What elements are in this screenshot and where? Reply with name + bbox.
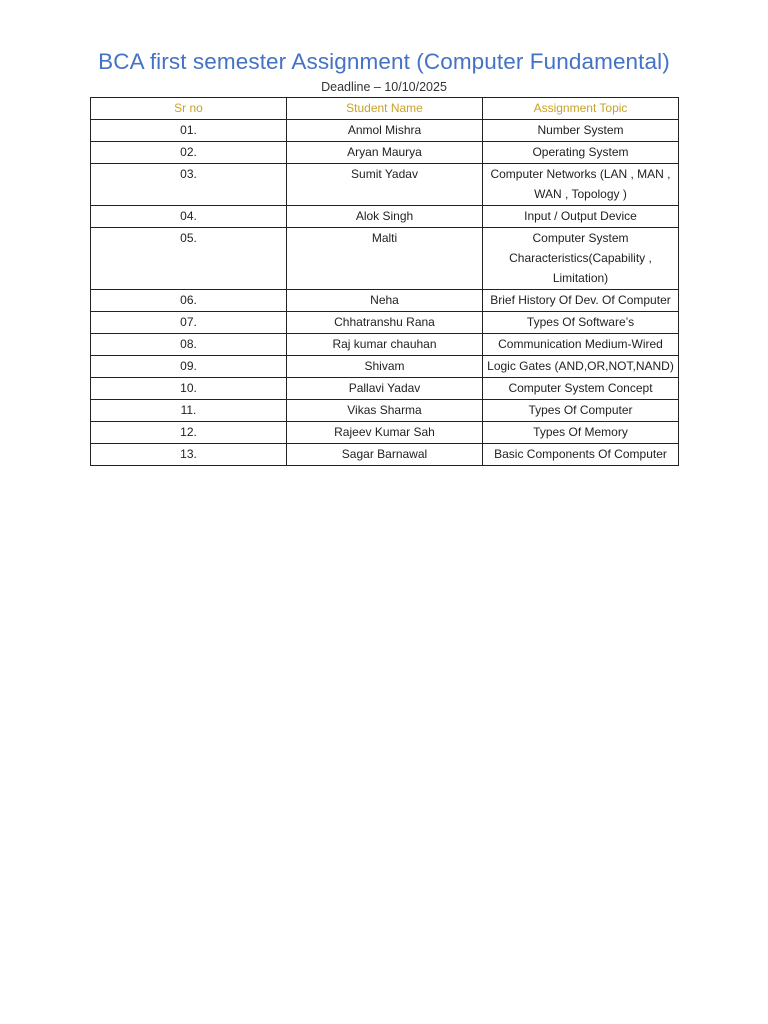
cell-assignment-topic: Input / Output Device — [483, 206, 679, 228]
cell-sr-no: 11. — [91, 400, 287, 422]
table-row — [91, 378, 679, 400]
document-title: BCA first semester Assignment (Computer Fundamental) — [98, 49, 670, 74]
table-row — [91, 334, 679, 356]
cell-sr-no: 12. — [91, 422, 287, 444]
cell-assignment-topic: Logic Gates (AND,OR,NOT,NAND) — [483, 356, 679, 378]
cell-sr-no: 01. — [91, 120, 287, 142]
assignment-table — [90, 97, 679, 466]
cell-student-name: Alok Singh — [287, 206, 483, 228]
table-row — [91, 312, 679, 334]
table-row — [91, 120, 679, 142]
deadline-text: Deadline – 10/10/2025 — [321, 80, 447, 94]
cell-assignment-topic: Computer System Concept — [483, 378, 679, 400]
cell-sr-no: 13. — [91, 444, 287, 466]
table-row — [91, 142, 679, 164]
cell-sr-no: 07. — [91, 312, 287, 334]
cell-student-name: Aryan Maurya — [287, 142, 483, 164]
cell-assignment-topic: Types Of Computer — [483, 400, 679, 422]
table-row — [91, 206, 679, 228]
cell-sr-no: 02. — [91, 142, 287, 164]
cell-assignment-topic: Types Of Memory — [483, 422, 679, 444]
cell-student-name: Shivam — [287, 356, 483, 378]
cell-student-name: Sagar Barnawal — [287, 444, 483, 466]
table-row — [91, 400, 679, 422]
cell-sr-no: 03. — [91, 164, 287, 206]
table-row — [91, 444, 679, 466]
table-header-row — [91, 98, 679, 120]
header-sr-no: Sr no — [91, 98, 287, 120]
table-row — [91, 228, 679, 290]
table-row — [91, 164, 679, 206]
cell-student-name: Anmol Mishra — [287, 120, 483, 142]
cell-assignment-topic: Brief History Of Dev. Of Computer — [483, 290, 679, 312]
cell-sr-no: 10. — [91, 378, 287, 400]
cell-student-name: Chhatranshu Rana — [287, 312, 483, 334]
cell-assignment-topic: Operating System — [483, 142, 679, 164]
cell-sr-no: 05. — [91, 228, 287, 290]
cell-sr-no: 04. — [91, 206, 287, 228]
cell-assignment-topic: Number System — [483, 120, 679, 142]
cell-student-name: Pallavi Yadav — [287, 378, 483, 400]
table-row — [91, 422, 679, 444]
cell-student-name: Malti — [287, 228, 483, 290]
cell-assignment-topic: Computer System Characteristics(Capability , Limitation) — [483, 228, 679, 290]
cell-sr-no: 09. — [91, 356, 287, 378]
cell-student-name: Sumit Yadav — [287, 164, 483, 206]
cell-assignment-topic: Communication Medium-Wired — [483, 334, 679, 356]
cell-sr-no: 08. — [91, 334, 287, 356]
cell-student-name: Vikas Sharma — [287, 400, 483, 422]
cell-student-name: Rajeev Kumar Sah — [287, 422, 483, 444]
cell-sr-no: 06. — [91, 290, 287, 312]
cell-assignment-topic: Computer Networks (LAN , MAN , WAN , Topology ) — [483, 164, 679, 206]
table-row — [91, 290, 679, 312]
header-assignment-topic: Assignment Topic — [483, 98, 679, 120]
cell-student-name: Neha — [287, 290, 483, 312]
table-row — [91, 356, 679, 378]
cell-assignment-topic: Basic Components Of Computer — [483, 444, 679, 466]
cell-student-name: Raj kumar chauhan — [287, 334, 483, 356]
cell-assignment-topic: Types Of Software’s — [483, 312, 679, 334]
header-student-name: Student Name — [287, 98, 483, 120]
